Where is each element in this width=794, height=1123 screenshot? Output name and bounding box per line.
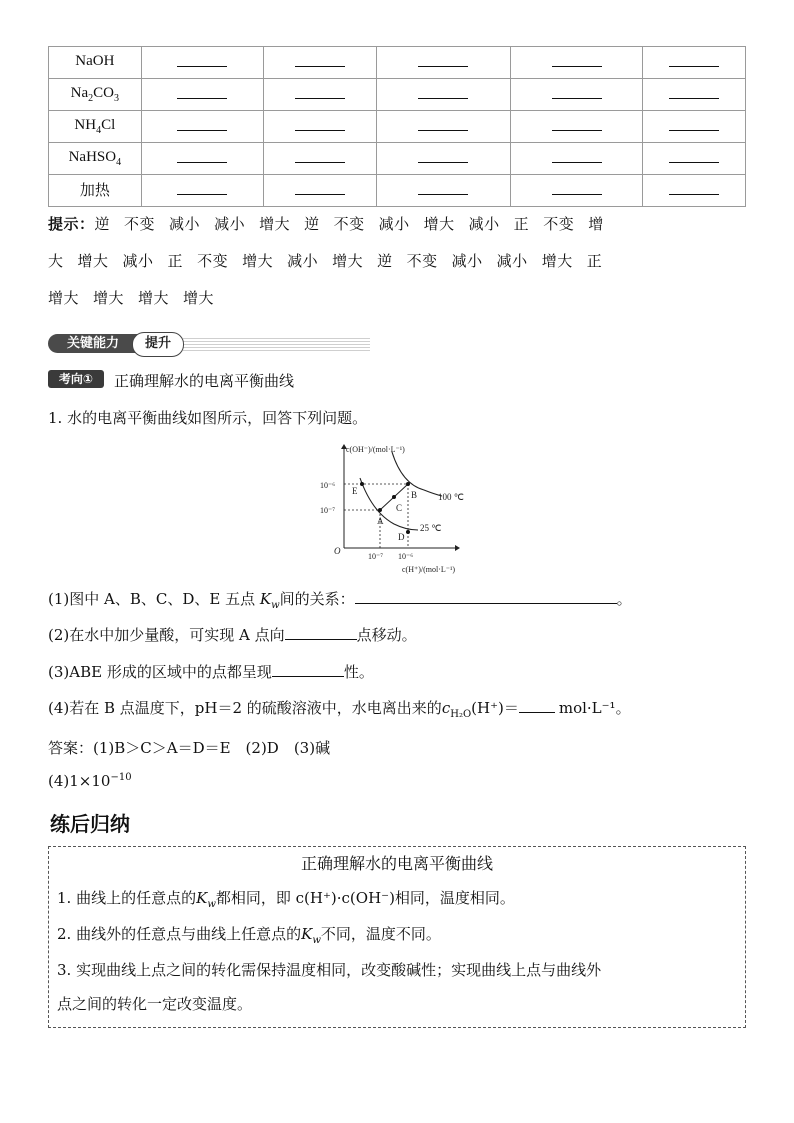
q1-postfix: 间的关系： (279, 590, 355, 608)
answer-blank[interactable] (669, 181, 719, 195)
answer-cell[interactable] (264, 143, 377, 175)
hint-word: 减小 (496, 252, 528, 270)
answer-blank[interactable] (177, 85, 227, 99)
hint-word: 正 (513, 215, 530, 233)
answer-cell[interactable] (376, 175, 510, 207)
curve-100c-label: 100 ℃ (438, 492, 464, 502)
hint-label: 提示： (48, 215, 95, 233)
row-reagent-label (49, 175, 142, 207)
answer-blank[interactable] (295, 149, 345, 163)
y-tick-label: 10⁻⁷ (320, 506, 336, 515)
point-label: B (411, 490, 418, 500)
hint-word: 减小 (169, 215, 201, 233)
hint-word: 不变 (197, 252, 229, 270)
table-row (49, 47, 746, 79)
q3-prefix: (3)ABE 形成的区域中的点都呈现 (48, 663, 272, 681)
summary-item-2 (57, 923, 441, 946)
answer-blank[interactable] (295, 53, 345, 67)
x-axis-arrow (455, 545, 460, 551)
hint-word: 增大 (332, 252, 364, 270)
answer-cell[interactable] (643, 175, 746, 207)
answer-cell[interactable] (643, 111, 746, 143)
item1-w: w (207, 899, 216, 910)
hint-word: 增大 (93, 289, 125, 307)
reagent-tail: CO (93, 85, 115, 101)
q4-answer-blank[interactable] (519, 698, 555, 713)
ionization-curve-chart (310, 438, 490, 578)
reagent-name: Na (70, 85, 89, 101)
banner-stripes (183, 337, 370, 351)
answer-4-base: (4)1×10 (48, 772, 111, 790)
answer-blank[interactable] (295, 85, 345, 99)
q4-c: c (441, 699, 451, 717)
answer-blank[interactable] (552, 85, 602, 99)
summary-item-3-line-2: 点之间的转化一定改变温度。 (57, 995, 253, 1013)
y-axis-label: c(OH⁻)/(mol·L⁻¹) (346, 445, 405, 454)
q1-prefix: (1)图中 A、B、C、D、E 五点 (48, 590, 260, 608)
answer-cell[interactable] (376, 143, 510, 175)
hint-word: 减小 (451, 252, 483, 270)
answer-cell[interactable] (376, 47, 510, 79)
question-3 (48, 661, 374, 682)
hint-word: 逆 (377, 252, 393, 270)
answer-blank[interactable] (669, 53, 719, 67)
item2-w: w (312, 935, 321, 946)
hint-word: 减小 (468, 215, 500, 233)
answer-blank[interactable] (418, 117, 468, 131)
hint-word: 增 (588, 215, 604, 233)
answer-cell[interactable] (643, 79, 746, 111)
item2-prefix: 2. 曲线外的任意点与曲线上任意点的 (57, 925, 302, 943)
reagent-subscript: 4 (116, 157, 122, 168)
q2-answer-blank[interactable] (285, 625, 357, 640)
answer-blank[interactable] (177, 53, 227, 67)
banner-light-label: 提升 (132, 332, 184, 357)
answer-blank[interactable] (177, 117, 227, 131)
hint-line-3 (48, 280, 748, 317)
table-row (49, 175, 746, 207)
hint-word: 不变 (406, 252, 438, 270)
topic-title: 正确理解水的电离平衡曲线 (114, 372, 295, 390)
x-tick-label: 10⁻⁶ (398, 552, 414, 561)
q3-postfix: 性。 (343, 663, 374, 681)
answer-cell[interactable] (510, 79, 642, 111)
question-intro: 1. 水的电离平衡曲线如图所示，回答下列问题。 (48, 409, 368, 427)
row-reagent-label (49, 111, 142, 143)
answer-cell[interactable] (141, 175, 263, 207)
answer-blank[interactable] (418, 181, 468, 195)
data-point-e (360, 482, 364, 486)
answer-cell[interactable] (510, 175, 642, 207)
data-point-b (406, 482, 410, 486)
item1-k: K (196, 889, 208, 907)
reagent-name: NaOH (75, 53, 115, 69)
hint-word: 增大 (77, 252, 109, 270)
summary-item-3-line-1: 3. 实现曲线上点之间的转化需保持温度相同，改变酸碱性；实现曲线上点与曲线外 (57, 961, 602, 979)
summary-item-1 (57, 887, 515, 910)
hint-word: 正 (586, 252, 603, 270)
answer-blank[interactable] (552, 117, 602, 131)
answer-blank[interactable] (418, 85, 468, 99)
hint-word: 不变 (543, 215, 575, 233)
point-label: D (398, 532, 405, 542)
hint-line-1 (48, 206, 748, 243)
answer-blank[interactable] (552, 181, 602, 195)
q4-sub: H₂O (450, 709, 472, 720)
q3-answer-blank[interactable] (272, 662, 344, 677)
answer-cell[interactable] (141, 111, 263, 143)
point-label: C (396, 503, 403, 513)
guide-a (344, 510, 380, 548)
answer-blank[interactable] (295, 117, 345, 131)
answer-cell[interactable] (141, 143, 263, 175)
answer-blank[interactable] (669, 149, 719, 163)
answer-blank[interactable] (669, 85, 719, 99)
answer-cell[interactable] (510, 111, 642, 143)
answer-cell[interactable] (376, 111, 510, 143)
point-label: A (377, 516, 384, 526)
answer-cell[interactable] (141, 47, 263, 79)
data-point-d (406, 530, 410, 534)
hint-word: 增大 (48, 289, 80, 307)
answer-blank[interactable] (552, 149, 602, 163)
answer-cell[interactable] (264, 111, 377, 143)
answer-cell[interactable] (510, 143, 642, 175)
table-row (49, 143, 746, 175)
hint-word: 增大 (242, 252, 274, 270)
reagent-name: 加热 (79, 183, 110, 199)
hint-word: 逆 (94, 215, 111, 233)
data-point-c (392, 495, 396, 499)
reagent-table (48, 46, 746, 207)
hint-word: 不变 (124, 215, 156, 233)
answer-blank[interactable] (418, 149, 468, 163)
topic-tag: 考向① (48, 370, 104, 388)
answer-blank[interactable] (177, 181, 227, 195)
answer-4-exponent: −10 (110, 772, 132, 783)
hint-word: 减小 (287, 252, 319, 270)
curve-25c-label: 25 ℃ (420, 523, 442, 533)
summary-box-title: 正确理解水的电离平衡曲线 (300, 854, 493, 873)
hint-word: 减小 (214, 215, 246, 233)
answer-blank[interactable] (669, 117, 719, 131)
answer-line-1: 答案：(1)B＞C＞A＝D＝E (2)D (3)碱 (48, 739, 331, 757)
summary-box (48, 846, 746, 1028)
answer-blank[interactable] (177, 149, 227, 163)
answer-cell[interactable] (141, 79, 263, 111)
q1-k: K (259, 590, 272, 608)
item1-postfix: 都相同，即 c(H⁺)·c(OH⁻)相同，温度相同。 (215, 889, 515, 907)
point-label: E (352, 486, 358, 496)
reagent-subscript: 3 (114, 93, 120, 104)
q4-mid: (H⁺)＝ (471, 699, 519, 717)
reagent-tail: Cl (101, 117, 116, 133)
reagent-name: NaHSO (68, 149, 117, 165)
q4-prefix: (4)若在 B 点温度下，pH＝2 的硫酸溶液中，水电离出来的 (48, 699, 442, 717)
question-2 (48, 624, 417, 645)
data-point-a (378, 508, 382, 512)
reagent-subscript: 2 (88, 93, 94, 104)
origin-label: O (334, 546, 341, 556)
answer-blank[interactable] (418, 53, 468, 67)
hint-word: 增大 (423, 215, 455, 233)
question-4 (48, 697, 631, 720)
hint-word: 减小 (122, 252, 154, 270)
hint-word: 大 (48, 252, 64, 270)
y-tick-label: 10⁻⁶ (320, 481, 336, 490)
hint-word: 增大 (541, 252, 573, 270)
curve-25c (360, 478, 418, 530)
reagent-name: NH (74, 117, 97, 133)
row-reagent-label (49, 79, 142, 111)
answer-cell[interactable] (510, 47, 642, 79)
answer-blank[interactable] (295, 181, 345, 195)
hint-word: 逆 (304, 215, 320, 233)
x-tick-label: 10⁻⁷ (368, 552, 384, 561)
answer-cell[interactable] (264, 79, 377, 111)
item2-k: K (301, 925, 313, 943)
table-row (49, 79, 746, 111)
answer-cell[interactable] (643, 143, 746, 175)
hint-word: 减小 (378, 215, 410, 233)
row-reagent-label (49, 47, 142, 79)
answer-cell[interactable] (376, 79, 510, 111)
hint-word: 增大 (259, 215, 291, 233)
row-reagent-label (49, 143, 142, 175)
summary-heading: 练后归纳 (50, 812, 130, 836)
hint-line-2 (48, 243, 748, 280)
answer-cell[interactable] (643, 47, 746, 79)
answer-line-2 (48, 772, 132, 790)
banner-dark-label: 关键能力 (48, 334, 138, 353)
reagent-subscript: 4 (96, 125, 102, 136)
q1-w: w (271, 600, 280, 611)
hint-word: 正 (167, 252, 184, 270)
q2-postfix: 点移动。 (356, 626, 417, 644)
item1-prefix: 1. 曲线上的任意点的 (57, 889, 197, 907)
hint-word: 不变 (333, 215, 365, 233)
hint-word: 增大 (183, 289, 215, 307)
item2-postfix: 不同，温度不同。 (320, 925, 441, 943)
hint-word: 增大 (138, 289, 170, 307)
answer-cell[interactable] (264, 175, 377, 207)
answer-cell[interactable] (264, 47, 377, 79)
table-row (49, 111, 746, 143)
q4-unit: mol·L⁻¹。 (558, 699, 631, 717)
section-banner (48, 332, 370, 356)
question-1 (48, 588, 632, 611)
q1-end: 。 (616, 590, 632, 608)
q2-prefix: (2)在水中加少量酸，可实现 A 点向 (48, 626, 285, 644)
q1-answer-blank[interactable] (355, 589, 617, 604)
x-axis-label: c(H⁺)/(mol·L⁻¹) (402, 565, 456, 574)
answer-blank[interactable] (552, 53, 602, 67)
